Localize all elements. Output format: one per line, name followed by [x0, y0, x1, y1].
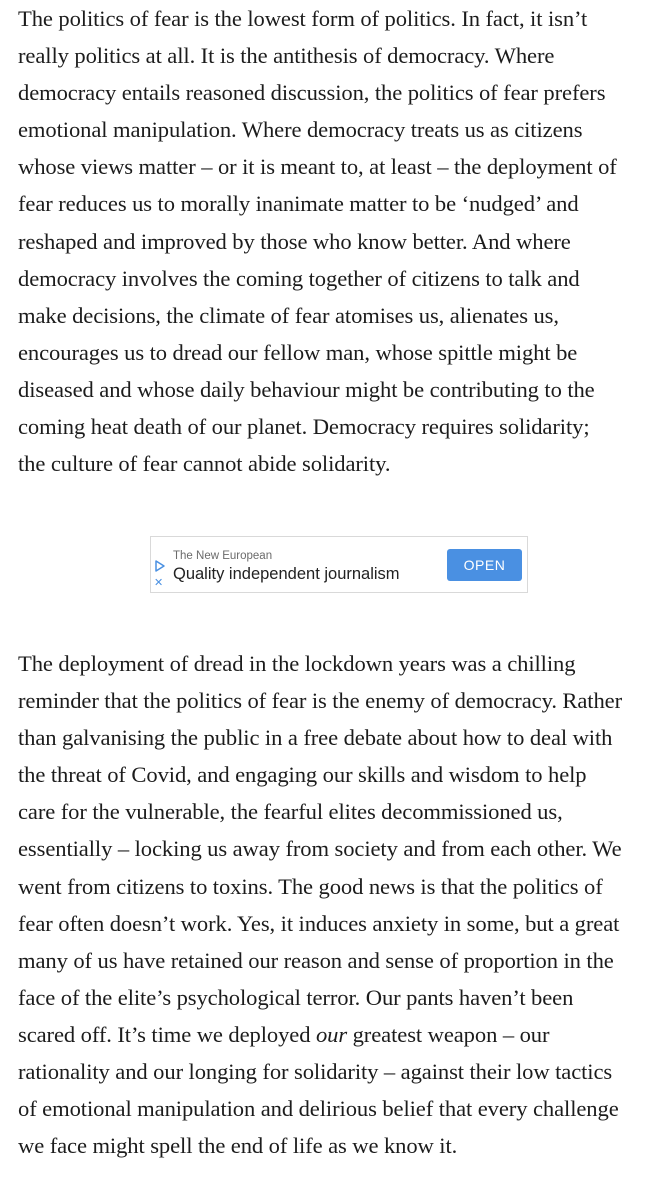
ad-banner[interactable] [150, 536, 528, 593]
text-line [18, 1016, 622, 1053]
text-line: The deployment of dread in the lockdown years was a chilling [18, 651, 576, 676]
text-line: many of us have retained our reason and sense of proportion in the [18, 947, 614, 973]
text-line: we face might spell the end of life as we know it. [18, 1133, 458, 1159]
emphasis-our: our [315, 1021, 348, 1047]
text-run: scared off. It’s time we deployed [18, 1021, 316, 1047]
ad-choices-play-icon[interactable] [153, 559, 167, 573]
text-line: democracy involves the coming together of citizens to talk and [18, 265, 580, 291]
paragraph-2 [18, 645, 622, 1164]
ad-open-button[interactable]: OPEN [447, 549, 522, 581]
text-line: the culture of fear cannot abide solidarity. [18, 451, 391, 477]
text-line: make decisions, the climate of fear atomises us, alienates us, [18, 302, 559, 328]
text-line: fear often doesn’t work. Yes, it induces anxiety in some, but a great [18, 910, 620, 936]
paragraph-1 [18, 0, 617, 482]
text-line: went from citizens to toxins. The good news is that the politics of [18, 873, 603, 899]
text-run: greatest weapon – our [347, 1021, 550, 1047]
text-line: reshaped and improved by those who know better. And where [18, 228, 571, 254]
text-line: reminder that the politics of fear is the enemy of democracy. Rather [18, 688, 623, 714]
text-line: face of the elite’s psychological terror. Our pants haven’t been [18, 984, 574, 1010]
text-line: democracy entails reasoned discussion, the politics of fear prefers [18, 80, 606, 106]
text-line: fear reduces us to morally inanimate matter to be ‘nudged’ and [18, 191, 579, 217]
text-line: really politics at all. It is the antithesis of democracy. Where [18, 43, 555, 69]
text-line: than galvanising the public in a free debate about how to deal with [18, 725, 613, 751]
text-line: The politics of fear is the lowest form of politics. In fact, it isn’t [18, 6, 588, 31]
text-line: essentially – locking us away from society and from each other. We [18, 836, 622, 862]
text-line: the threat of Covid, and engaging our skills and wisdom to help [18, 762, 587, 788]
text-line: whose views matter – or it is meant to, at least – the deployment of [18, 154, 617, 180]
text-line: encourages us to dread our fellow man, whose spittle might be [18, 339, 578, 365]
text-line: diseased and whose daily behaviour might be contributing to the [18, 376, 595, 402]
text-line: care for the vulnerable, the fearful elites decommissioned us, [18, 799, 563, 825]
text-line: of emotional manipulation and delirious belief that every challenge [18, 1096, 619, 1122]
text-line: coming heat death of our planet. Democracy requires solidarity; [18, 414, 590, 440]
text-line: rationality and our longing for solidarity – against their low tactics [18, 1059, 613, 1085]
ad-close-icon[interactable]: ✕ [154, 577, 164, 589]
ad-headline[interactable]: Quality independent journalism [173, 565, 400, 583]
text-line: emotional manipulation. Where democracy treats us as citizens [18, 117, 583, 143]
ad-brand: The New European [173, 550, 273, 562]
